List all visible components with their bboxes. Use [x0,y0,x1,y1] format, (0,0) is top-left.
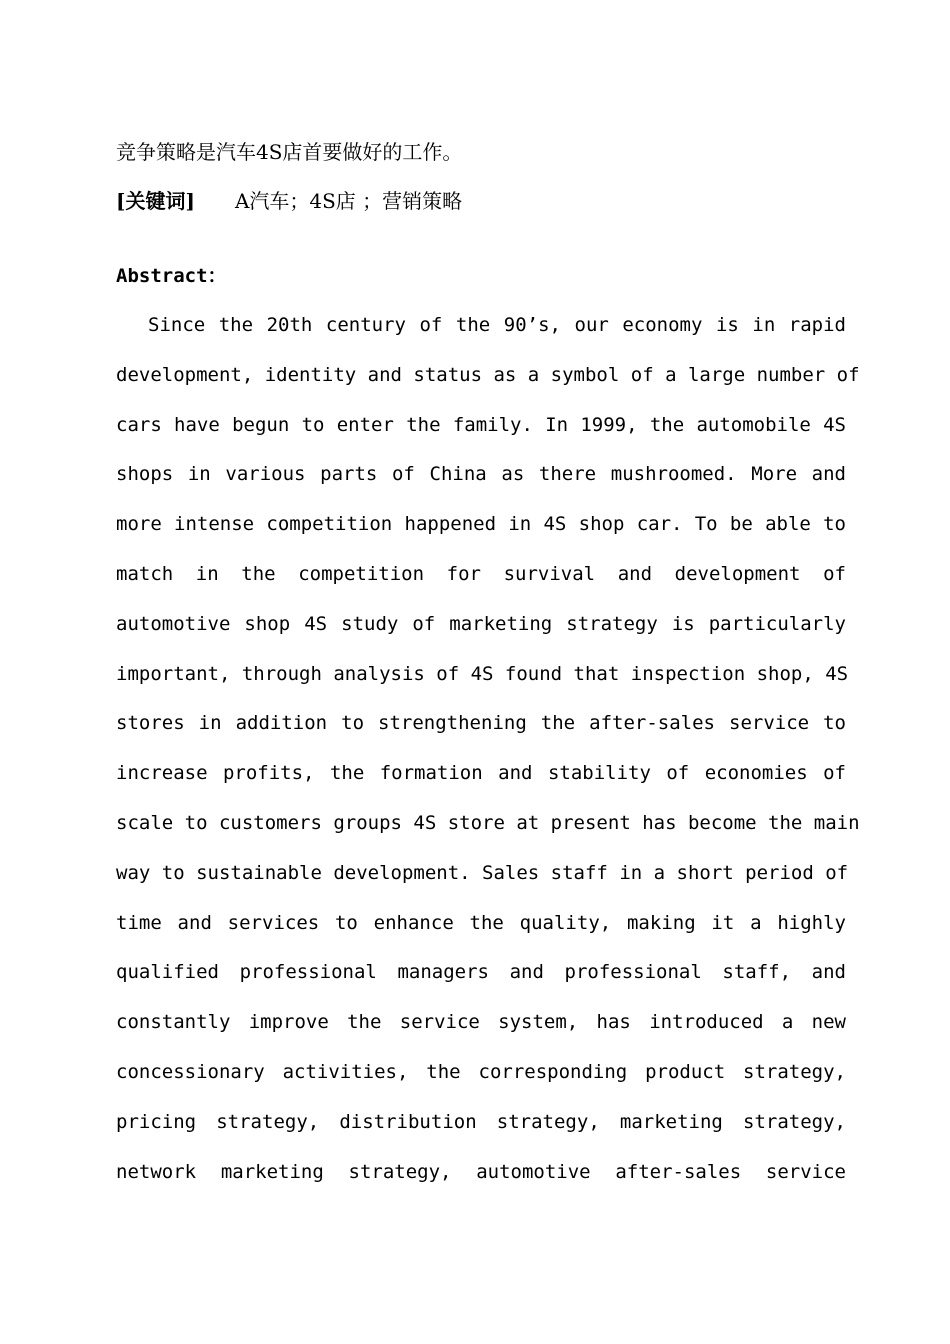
abstract-line: concessionary activities, the corresponding product strategy, [116,1060,846,1083]
abstract-line: more intense competition happened in 4S shop car. To be able to [116,513,846,536]
abstract-line: time and services to enhance the quality, making it a highly [116,911,846,934]
abstract-line: increase profits, the formation and stability of economies of [116,762,846,785]
abstract-body [116,311,860,1207]
continuation-text: 竞争策略是汽车4S店首要做好的工作。 [116,140,463,164]
keywords-label: [关键词] [116,189,195,213]
abstract-line: important, through analysis of 4S found that inspection shop, 4S [116,662,849,685]
abstract-line: shops in various parts of China as there mushroomed. More and [116,463,846,486]
abstract-line: stores in addition to strengthening the after-sales service to [116,712,846,735]
abstract-line: development, identity and status as a symbol of a large number of [116,363,860,386]
abstract-line: network marketing strategy, automotive after-sales service [116,1160,846,1183]
abstract-line: constantly improve the service system, has introduced a new [116,1011,846,1034]
abstract-line: pricing strategy, distribution strategy, marketing strategy, [116,1110,846,1133]
abstract-line: cars have begun to enter the family. In 1999, the automobile 4S [116,413,846,436]
abstract-heading: Abstract： [116,265,227,287]
abstract-line: automotive shop 4S study of marketing strategy is particularly [116,612,846,635]
keywords-value: A汽车；4S店 ；营销策略 [234,189,463,213]
abstract-line: Since the 20th century of the 90’s, our economy is in rapid [148,314,846,336]
abstract-line: qualified professional managers and professional staff, and [116,961,846,984]
abstract-line: scale to customers groups 4S store at present has become the main [116,811,860,834]
keywords-line [116,187,462,215]
abstract-line: match in the competition for survival and development of [116,562,846,585]
abstract-line: way to sustainable development. Sales staff in a short period of [116,861,849,884]
